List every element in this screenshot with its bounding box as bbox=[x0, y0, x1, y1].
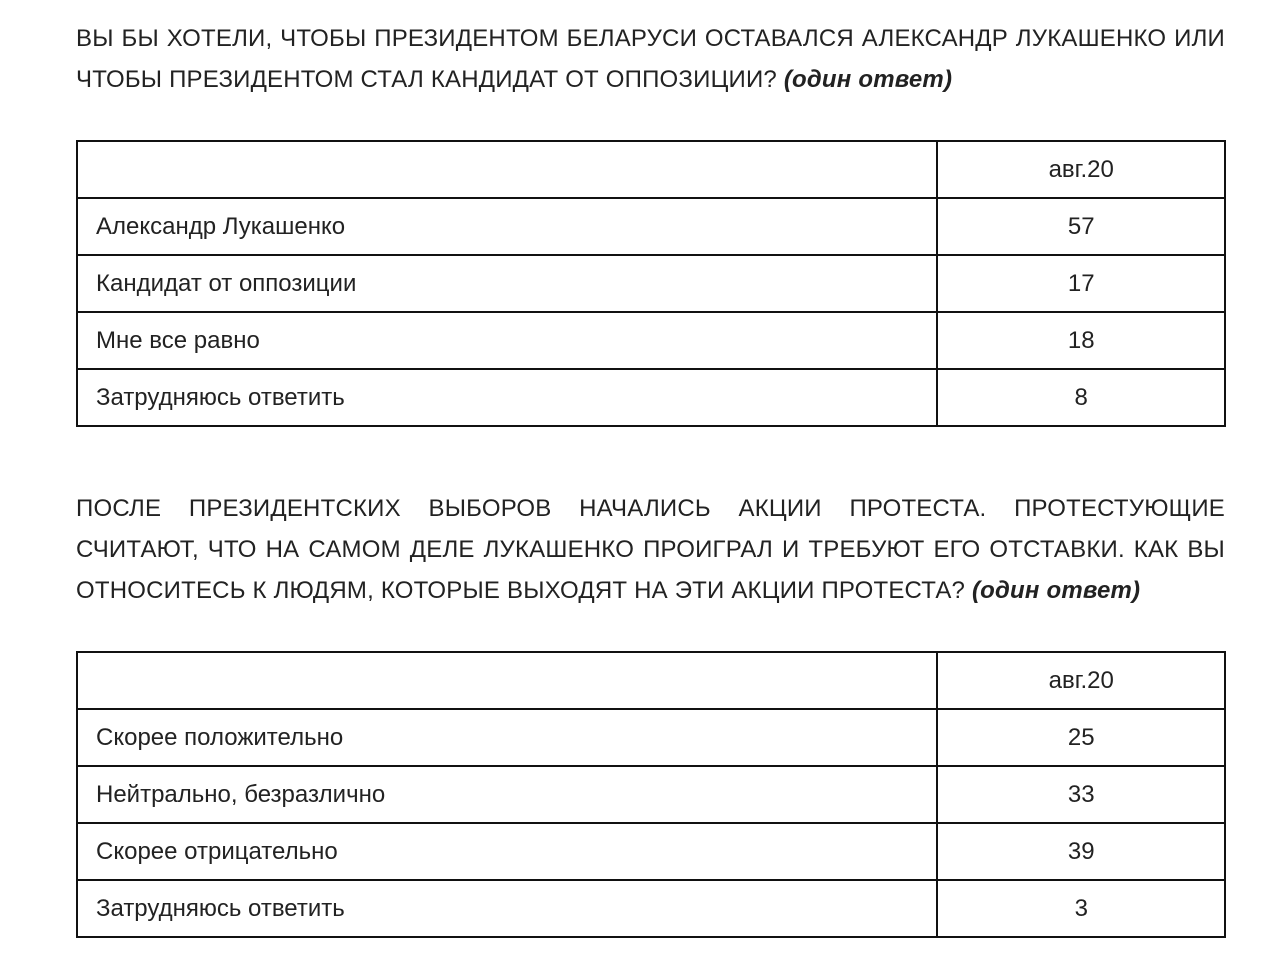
table-row bbox=[77, 198, 1225, 255]
row-label: Кандидат от оппозиции bbox=[77, 255, 937, 312]
header-empty-cell bbox=[77, 652, 937, 709]
row-label: Затрудняюсь ответить bbox=[77, 880, 937, 937]
row-label: Нейтрально, безразлично bbox=[77, 766, 937, 823]
question-2-text: ПОСЛЕ ПРЕЗИДЕНТСКИХ ВЫБОРОВ НАЧАЛИСЬ АКЦИИ ПРОТЕСТА. ПРОТЕСТУЮЩИЕ СЧИТАЮТ, ЧТО НА САМОМ ДЕЛЕ ЛУКАШЕНКО ПРОИГРАЛ И ТРЕБУЮТ ЕГО ОТСТАВКИ. КАК ВЫ ОТНОСИТЕСЬ К ЛЮДЯМ, КОТОРЫЕ ВЫХОДЯТ НА ЭТИ АКЦИИ ПРОТЕСТА? bbox=[76, 495, 1225, 604]
row-label: Скорее отрицательно bbox=[77, 823, 937, 880]
table-row bbox=[77, 255, 1225, 312]
row-value: 3 bbox=[937, 880, 1225, 937]
question-1 bbox=[76, 18, 1225, 100]
row-value: 17 bbox=[937, 255, 1225, 312]
row-label: Затрудняюсь ответить bbox=[77, 369, 937, 426]
question-2-note: (один ответ) bbox=[971, 577, 1141, 604]
row-value: 8 bbox=[937, 369, 1225, 426]
question-2 bbox=[76, 488, 1225, 611]
column-header: авг.20 bbox=[937, 652, 1225, 709]
row-value: 18 bbox=[937, 312, 1225, 369]
table-row bbox=[77, 766, 1225, 823]
table-row bbox=[77, 880, 1225, 937]
column-header: авг.20 bbox=[937, 141, 1225, 198]
question-1-note: (один ответ) bbox=[783, 66, 953, 93]
table-row bbox=[77, 312, 1225, 369]
question-1-text: ВЫ БЫ ХОТЕЛИ, ЧТОБЫ ПРЕЗИДЕНТОМ БЕЛАРУСИ ОСТАВАЛСЯ АЛЕКСАНДР ЛУКАШЕНКО ИЛИ ЧТОБЫ ПРЕЗИДЕНТОМ СТАЛ КАНДИДАТ ОТ ОППОЗИЦИИ? bbox=[76, 25, 1225, 93]
header-empty-cell bbox=[77, 141, 937, 198]
row-label: Скорее положительно bbox=[77, 709, 937, 766]
results-table-1 bbox=[76, 140, 1226, 427]
table-header-row bbox=[77, 141, 1225, 198]
table-header-row bbox=[77, 652, 1225, 709]
row-value: 57 bbox=[937, 198, 1225, 255]
row-label: Александр Лукашенко bbox=[77, 198, 937, 255]
row-value: 33 bbox=[937, 766, 1225, 823]
results-table-2 bbox=[76, 651, 1226, 938]
row-value: 25 bbox=[937, 709, 1225, 766]
table-row bbox=[77, 823, 1225, 880]
table-row bbox=[77, 369, 1225, 426]
row-label: Мне все равно bbox=[77, 312, 937, 369]
table-row bbox=[77, 709, 1225, 766]
row-value: 39 bbox=[937, 823, 1225, 880]
